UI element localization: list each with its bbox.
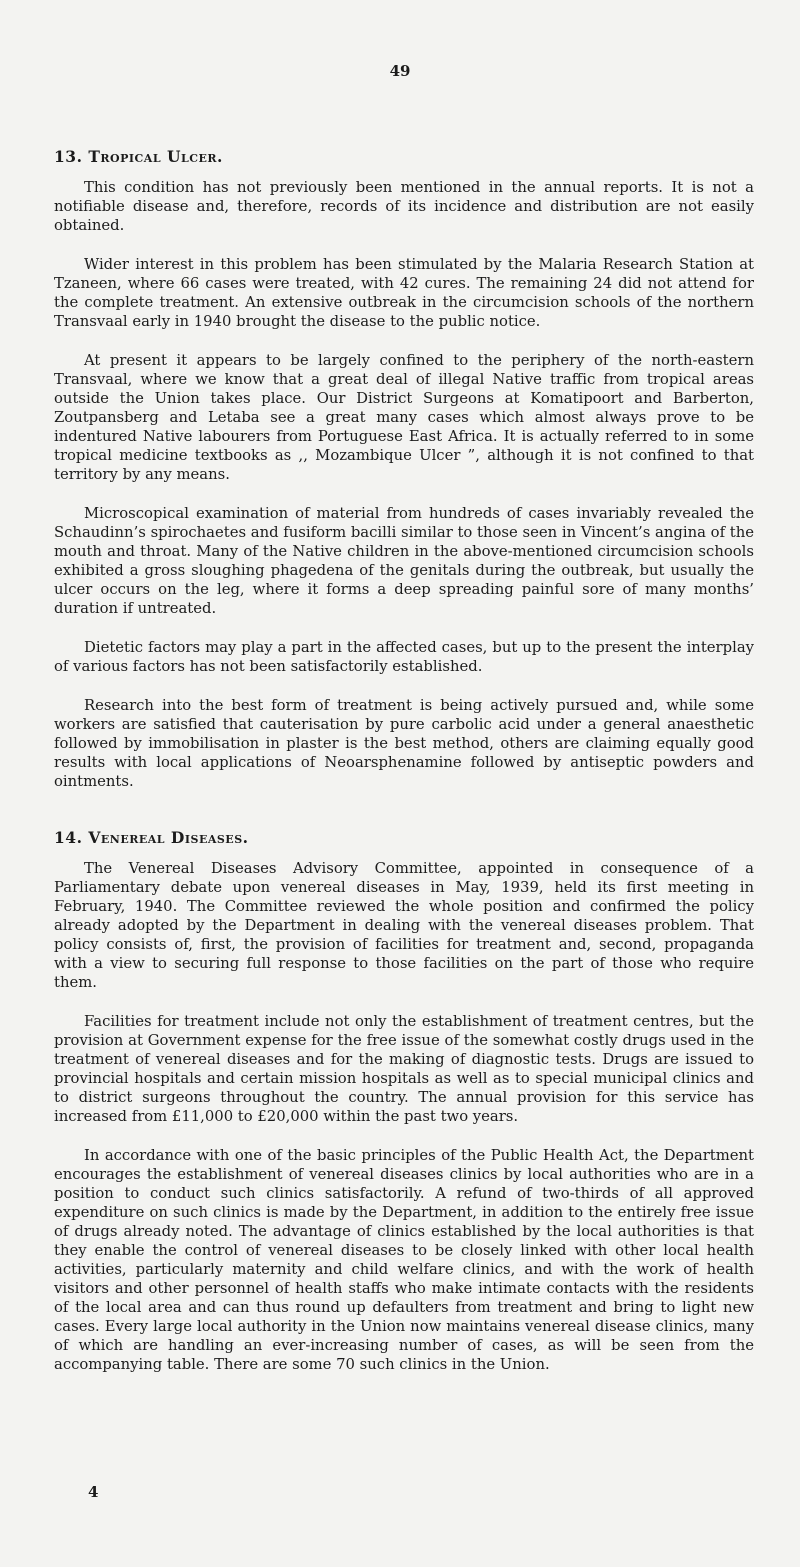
paragraph: The Venereal Diseases Advisory Committee, appointed in consequence of a Parliamentary debate upon venereal diseases in May, 1939, held its first meeting in February, 1940. The Committee reviewed the whole position and confirmed the policy already adopted by the Department in dealing with the venereal diseases problem. That policy consists of, first, the provision of facilities for treatment and, second, propaganda with a view to securing full response to those facilities on the part of those who require them.: [54, 860, 754, 991]
section-number: 14.: [54, 828, 83, 847]
section-number: 13.: [54, 147, 83, 166]
paragraph: Wider interest in this problem has been stimulated by the Malaria Research Station at Tzaneen, where 66 cases were treated, with 42 cures. The remaining 24 did not attend for the complete treatment. An extensive outbreak in the circumcision schools of the northern Transvaal early in 1940 brought the disease to the public notice.: [54, 256, 754, 330]
paragraph: Microscopical examination of material from hundreds of cases invariably revealed the Schaudinn’s spirochaetes and fusiform bacilli similar to those seen in Vincent’s angina of the mouth and throat. Many of the Native children in the above-mentioned circumcision schools exhibited a gross sloughing phagedena of the genitals during the outbreak, but usually the ulcer occurs on the leg, where it forms a deep spreading painful sore of many months’ duration if untreated.: [54, 505, 754, 617]
footer-signature-number: 4: [88, 1483, 99, 1501]
section-title: Tropical Ulcer.: [88, 147, 223, 166]
section-tropical-ulcer: [54, 147, 754, 791]
paragraph: At present it appears to be largely confined to the periphery of the north-eastern Transvaal, where we know that a great deal of illegal Native traffic from tropical areas outside the Union takes place. Our District Surgeons at Komatipoort and Barberton, Zoutpansberg and Letaba see a great many cases which almost always prove to be indentured Native labourers from Portuguese East Africa. It is actually referred to in some tropical medicine textbooks as ,, Mozambique Ulcer ”, although it is not confined to that territory by any means.: [54, 352, 754, 483]
paragraph: This condition has not previously been mentioned in the annual reports. It is not a notifiable disease and, therefore, records of its incidence and distribution are not easily obtained.: [54, 179, 754, 234]
section-heading: [54, 828, 754, 847]
paragraph: In accordance with one of the basic principles of the Public Health Act, the Department encourages the establishment of venereal diseases clinics by local authorities who are in a position to conduct such clinics satisfactorily. A refund of two-thirds of all approved expenditure on such clinics is made by the Department, in addition to the entirely free issue of drugs already noted. The advantage of clinics established by the local authorities is that they enable the control of venereal diseases to be closely linked with other local health activities, particularly maternity and child welfare clinics, and with the work of health visitors and other personnel of health staffs who make intimate contacts with the residents of the local area and can thus round up defaulters from treatment and bring to light new cases. Every large local authority in the Union now maintains venereal disease clinics, many of which are handling an ever-increasing number of cases, as will be seen from the accompanying table. There are some 70 such clinics in the Union.: [54, 1147, 754, 1373]
paragraph: Research into the best form of treatment is being actively pursued and, while some workers are satisfied that cauterisation by pure carbolic acid under a general anaesthetic followed by immobilisation in plaster is the best method, others are claiming equally good results with local applications of Neoarsphenamine followed by antiseptic powders and ointments.: [54, 697, 754, 790]
page-number: 49: [389, 62, 411, 80]
paragraph: Dietetic factors may play a part in the affected cases, but up to the present the interplay of various factors has not been satisfactorily established.: [54, 639, 754, 675]
paragraph: Facilities for treatment include not only the establishment of treatment centres, but the provision at Government expense for the free issue of the somewhat costly drugs used in the treatment of venereal diseases and for the making of diagnostic tests. Drugs are issued to provincial hospitals and certain mission hospitals as well as to special municipal clinics and to district surgeons throughout the country. The annual provision for this service has increased from £11,000 to £20,000 within the past two years.: [54, 1013, 754, 1125]
section-venereal-diseases: [54, 828, 754, 1374]
section-title: Venereal Diseases.: [88, 828, 249, 847]
section-heading: [54, 147, 754, 166]
